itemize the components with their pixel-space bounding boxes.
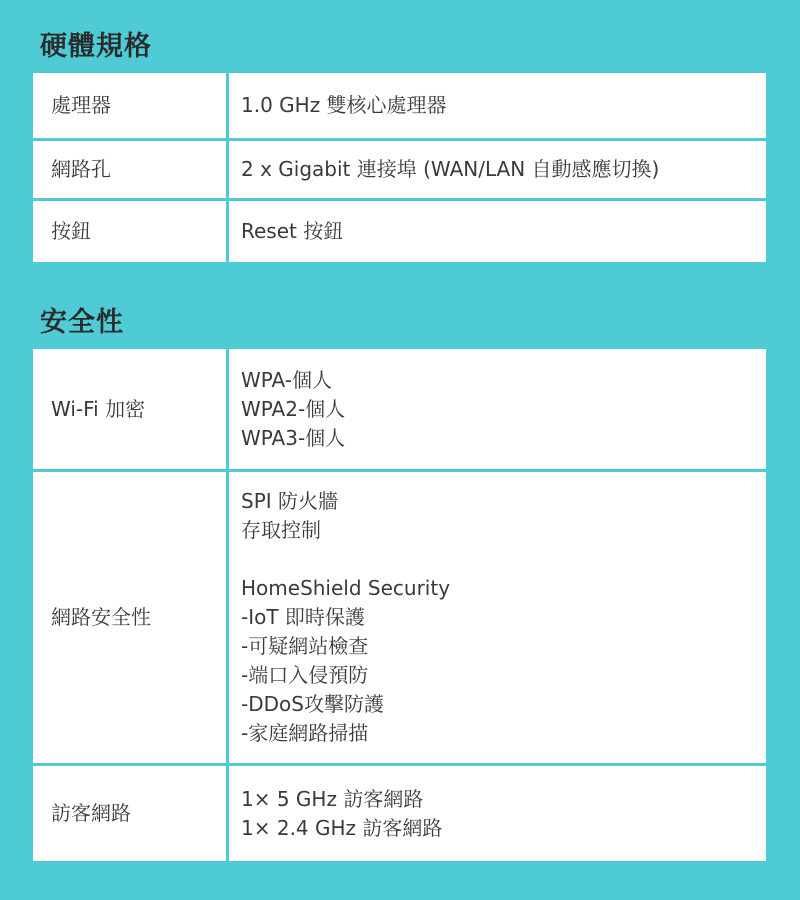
network-security-item: -可疑網站檢查 <box>241 634 369 658</box>
table-row <box>33 201 766 262</box>
row-label-guest-network: 訪客網路 <box>33 766 226 861</box>
guest-network-item: 1× 2.4 GHz 訪客網路 <box>241 815 443 840</box>
network-security-item: -端口入侵預防 <box>241 663 369 687</box>
table-row <box>33 766 766 861</box>
hardware-section-title: 硬體規格 <box>40 31 152 62</box>
network-security-item: -DDoS攻擊防護 <box>241 692 384 716</box>
row-value-processor: 1.0 GHz 雙核心處理器 <box>229 73 766 138</box>
wifi-encryption-item: WPA-個人 <box>241 367 333 392</box>
row-value-guest-network <box>229 766 766 861</box>
network-security-item: SPI 防火牆 <box>241 489 339 513</box>
table-row <box>33 472 766 763</box>
guest-network-item: 1× 5 GHz 訪客網路 <box>241 786 424 811</box>
row-value-wifi-encryption <box>229 349 766 469</box>
security-section-title: 安全性 <box>40 307 124 338</box>
spacer <box>241 545 450 574</box>
row-label-ports: 網路孔 <box>33 141 226 198</box>
row-value-network-security <box>229 472 766 763</box>
security-spec-table <box>33 349 766 861</box>
row-label-buttons: 按鈕 <box>33 201 226 262</box>
wifi-encryption-item: WPA2-個人 <box>241 396 346 421</box>
row-label-network-security: 網路安全性 <box>33 472 226 763</box>
row-label-wifi-encryption: Wi-Fi 加密 <box>33 349 226 469</box>
row-label-processor: 處理器 <box>33 73 226 138</box>
network-security-item: HomeShield Security <box>241 576 451 600</box>
hardware-spec-table <box>33 73 766 262</box>
network-security-item: 存取控制 <box>241 518 321 542</box>
table-row <box>33 73 766 138</box>
wifi-encryption-item: WPA3-個人 <box>241 425 346 450</box>
row-value-ports: 2 x Gigabit 連接埠 (WAN/LAN 自動感應切換) <box>229 141 766 198</box>
network-security-item: -IoT 即時保護 <box>241 605 365 629</box>
table-row <box>33 141 766 198</box>
row-value-buttons: Reset 按鈕 <box>229 201 766 262</box>
network-security-item: -家庭網路掃描 <box>241 721 369 745</box>
table-row <box>33 349 766 469</box>
